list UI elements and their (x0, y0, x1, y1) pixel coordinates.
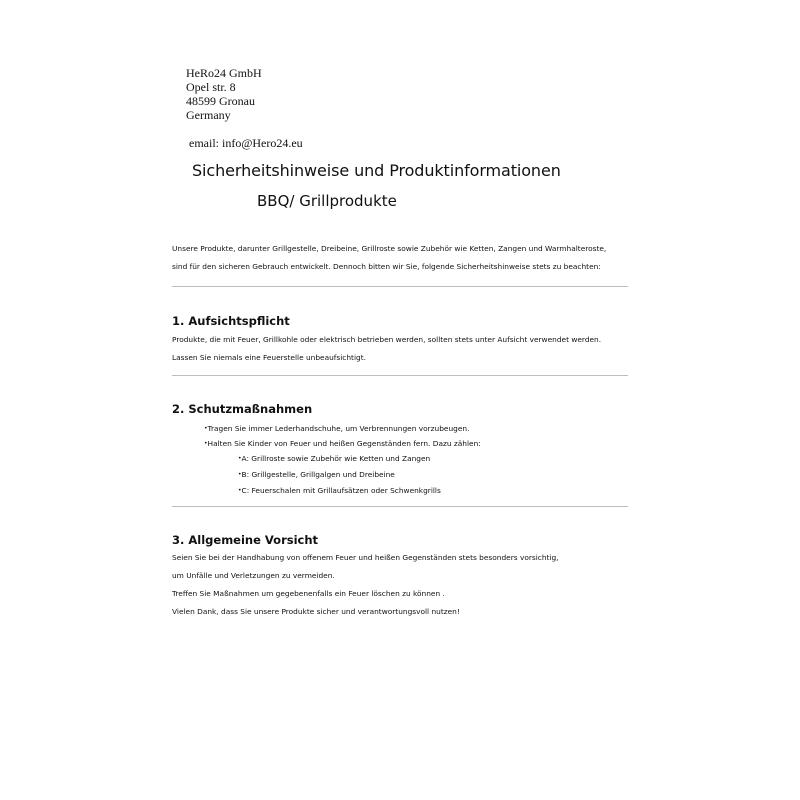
company-name: HeRo24 GmbH (186, 66, 262, 80)
list-item: •A: Grillroste sowie Zubehör wie Ketten und Zangen (238, 454, 431, 463)
intro-line: sind für den sicheren Gebrauch entwickelt. Dennoch bitten wir Sie, folgende Sicherheitshinweise stets zu beachten: (172, 262, 601, 271)
company-email: email: info@Hero24.eu (189, 136, 303, 150)
company-country: Germany (186, 108, 231, 122)
company-street: Opel str. 8 (186, 80, 236, 94)
list-item: •C: Feuerschalen mit Grillaufsätzen oder Schwenkgrills (238, 486, 441, 495)
sub-bullet-list (238, 454, 481, 496)
divider (172, 375, 628, 376)
divider (172, 286, 628, 287)
section2-bullet-list (204, 424, 481, 502)
intro-line: Unsere Produkte, darunter Grillgestelle, Dreibeine, Grillroste sowie Zubehör wie Ketten, Zangen und Warmhalteroste, (172, 244, 607, 253)
bullet-marker: • (204, 425, 208, 432)
bullet-marker: • (238, 487, 242, 494)
section3-line: um Unfälle und Verletzungen zu vermeiden. (172, 571, 335, 580)
divider (172, 506, 628, 507)
section3-heading: 3. Allgemeine Vorsicht (172, 533, 319, 547)
bullet-marker: • (204, 440, 208, 447)
section1-line: Produkte, die mit Feuer, Grillkohle oder elektrisch betrieben werden, sollten stets unter Aufsicht verwendet werden. (172, 335, 602, 344)
intro-paragraph (172, 244, 606, 280)
section2-heading: 2. Schutzmaßnahmen (172, 402, 313, 416)
company-city: 48599 Gronau (186, 94, 255, 108)
document-subtitle: BBQ/ Grillprodukte (257, 192, 397, 210)
company-address (186, 66, 262, 122)
document-title: Sicherheitshinweise und Produktinformationen (192, 161, 561, 180)
bullet-marker: • (238, 471, 242, 478)
list-item: •Halten Sie Kinder von Feuer und heißen Gegenständen fern. Dazu zählen: (204, 439, 481, 448)
section1-heading: 1. Aufsichtspflicht (172, 314, 290, 328)
list-item: •Tragen Sie immer Lederhandschuhe, um Verbrennungen vorzubeugen. (204, 424, 470, 433)
section1-line: Lassen Sie niemals eine Feuerstelle unbeaufsichtigt. (172, 353, 366, 362)
bullet-marker: • (238, 455, 242, 462)
section3-line: Seien Sie bei der Handhabung von offenem Feuer und heißen Gegenständen stets besonders vorsichtig, (172, 553, 559, 562)
section3-line: Vielen Dank, dass Sie unsere Produkte sicher und verantwortungsvoll nutzen! (172, 607, 460, 616)
section3-text (172, 553, 559, 625)
section1-text (172, 335, 601, 371)
list-item: •B: Grillgestelle, Grillgalgen und Dreibeine (238, 470, 395, 479)
section3-line: Treffen Sie Maßnahmen um gegebenenfalls ein Feuer löschen zu können . (172, 589, 445, 598)
